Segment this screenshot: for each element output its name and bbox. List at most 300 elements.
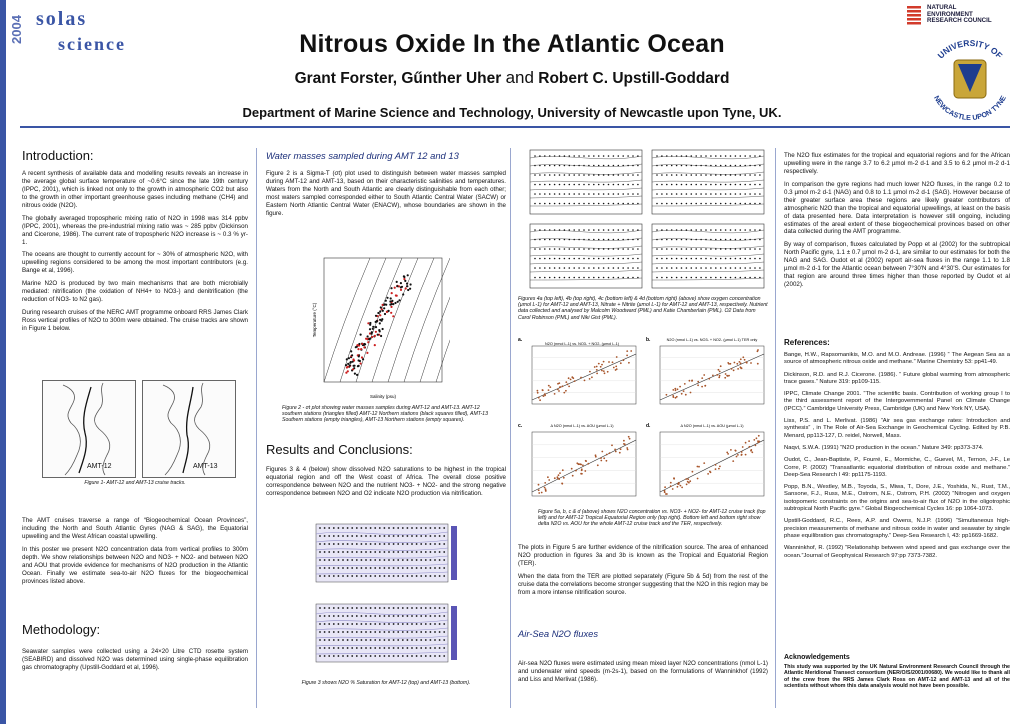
- sample-dot: [613, 174, 615, 176]
- sample-dot: [573, 239, 575, 241]
- sample-dot: [347, 527, 349, 529]
- scatter-point: [751, 451, 753, 453]
- sample-dot: [549, 174, 551, 176]
- sample-dot: [328, 639, 330, 641]
- sample-dot: [578, 203, 580, 205]
- scatter-point: [609, 452, 611, 454]
- sample-dot: [361, 559, 363, 561]
- sample-dot: [370, 631, 372, 633]
- scatter-point: [603, 457, 605, 459]
- sample-dot: [700, 193, 702, 195]
- sample-dot: [735, 277, 737, 279]
- sample-dot: [554, 229, 556, 231]
- sample-dot: [333, 567, 335, 569]
- sample-dot: [720, 184, 722, 186]
- sample-dot: [749, 193, 751, 195]
- airsea-heading: Air-Sea N2O fluxes: [518, 628, 599, 639]
- sample-dot: [379, 535, 381, 537]
- sample-dot: [749, 277, 751, 279]
- sample-dot: [681, 239, 683, 241]
- sigma-point: [407, 289, 409, 291]
- scatter-point: [726, 452, 728, 454]
- sample-dot: [356, 655, 358, 657]
- sample-dot: [622, 277, 624, 279]
- sample-dot: [443, 607, 445, 609]
- sample-dot: [627, 203, 629, 205]
- reference-item: Naqvi, S.W.A. (1991) “N2O production in the ocean.” Nature 349: pp373-374.: [784, 444, 984, 451]
- sigma-point: [369, 324, 371, 326]
- discussion-paragraph: The N2O flux estimates for the tropical and equatorial regions and for the African upwelling were in the range 3.7 to 6.2 µmol m-2 d-1 and 3.5 to 6.2 µmol m-2 d-1 respectively.: [784, 152, 1010, 175]
- saturation-section-amt13: [312, 600, 462, 674]
- sample-dot: [676, 229, 678, 231]
- sigma-point: [410, 283, 412, 285]
- panel-label: c.: [518, 423, 523, 429]
- scatter-point: [571, 376, 573, 378]
- sample-dot: [735, 203, 737, 205]
- sample-dot: [328, 543, 330, 545]
- scatter-point: [616, 356, 618, 358]
- scatter-point: [684, 383, 686, 385]
- sample-dot: [319, 647, 321, 649]
- scatter-point: [685, 394, 687, 396]
- sample-dot: [379, 607, 381, 609]
- sample-dot: [593, 229, 595, 231]
- authors-and: and: [505, 68, 534, 87]
- sample-dot: [430, 535, 432, 537]
- sample-dot: [324, 631, 326, 633]
- sample-dot: [407, 607, 409, 609]
- sample-dot: [564, 258, 566, 260]
- sample-dot: [588, 258, 590, 260]
- sample-dot: [324, 567, 326, 569]
- sample-dot: [559, 248, 561, 250]
- department-line: Department of Marine Science and Technology, University of Newcastle upon Tyne, UK.: [242, 105, 782, 120]
- sample-dot: [618, 229, 620, 231]
- sample-dot: [411, 543, 413, 545]
- sample-dot: [407, 551, 409, 553]
- sample-dot: [613, 267, 615, 269]
- scatter-point: [677, 388, 679, 390]
- scatter-point: [745, 454, 747, 456]
- sample-dot: [539, 174, 541, 176]
- sample-dot: [416, 567, 418, 569]
- sample-dot: [681, 267, 683, 269]
- scatter-point: [541, 492, 543, 494]
- sample-dot: [632, 248, 634, 250]
- sample-dot: [434, 655, 436, 657]
- sample-dot: [434, 559, 436, 561]
- sample-dot: [710, 277, 712, 279]
- sigma-point: [375, 321, 377, 323]
- sample-dot: [374, 559, 376, 561]
- sample-dot: [564, 248, 566, 250]
- sample-dot: [627, 267, 629, 269]
- scatter-point: [558, 390, 560, 392]
- scatter-point: [707, 473, 709, 475]
- sample-dot: [333, 527, 335, 529]
- sigma-point: [370, 333, 372, 335]
- scatter-point: [678, 483, 680, 485]
- sample-dot: [347, 639, 349, 641]
- sample-dot: [622, 203, 624, 205]
- sample-dot: [749, 165, 751, 167]
- university-crest-icon: [920, 34, 1020, 126]
- sample-dot: [598, 248, 600, 250]
- sample-dot: [603, 239, 605, 241]
- sigma-point: [354, 373, 356, 375]
- sample-dot: [573, 193, 575, 195]
- scatter-5b: [644, 334, 770, 420]
- sample-dot: [588, 267, 590, 269]
- scatter-point: [716, 374, 718, 376]
- scatter-5a: [516, 334, 642, 420]
- sample-dot: [434, 551, 436, 553]
- sigma-point: [379, 310, 381, 312]
- sample-dot: [740, 277, 742, 279]
- sample-dot: [559, 165, 561, 167]
- sample-dot: [443, 655, 445, 657]
- sample-dot: [356, 535, 358, 537]
- sample-dot: [583, 239, 585, 241]
- scatter-point: [601, 451, 603, 453]
- sample-dot: [411, 647, 413, 649]
- sample-dot: [420, 559, 422, 561]
- sample-dot: [695, 184, 697, 186]
- sample-dot: [416, 559, 418, 561]
- sigma-point: [381, 318, 383, 320]
- sample-dot: [333, 575, 335, 577]
- sample-dot: [759, 248, 761, 250]
- sample-dot: [384, 559, 386, 561]
- sample-dot: [573, 229, 575, 231]
- nerc-emblem-icon: [905, 4, 923, 28]
- scatter-point: [543, 395, 545, 397]
- sample-dot: [365, 575, 367, 577]
- sample-dot: [730, 229, 732, 231]
- sample-dot: [618, 174, 620, 176]
- sample-dot: [720, 267, 722, 269]
- intro-paragraph: The oceans are thought to currently account for ~ 30% of atmospheric N2O, with upwelling regions considered to be among the most important contributors (e.g. Bange et al, 1996).: [22, 251, 248, 275]
- sample-dot: [622, 239, 624, 241]
- sample-dot: [725, 258, 727, 260]
- sample-dot: [544, 229, 546, 231]
- scatter-point: [741, 454, 743, 456]
- sample-dot: [388, 535, 390, 537]
- sample-dot: [324, 647, 326, 649]
- scatter-point: [745, 442, 747, 444]
- sigma-point: [377, 312, 379, 314]
- scatter-point: [715, 468, 717, 470]
- scatter-point: [594, 366, 596, 368]
- sample-dot: [324, 575, 326, 577]
- sample-dot: [388, 615, 390, 617]
- scatter-point: [725, 373, 727, 375]
- sample-dot: [534, 277, 536, 279]
- sample-dot: [384, 575, 386, 577]
- sample-dot: [666, 239, 668, 241]
- sample-dot: [397, 623, 399, 625]
- sample-dot: [328, 623, 330, 625]
- sample-dot: [715, 258, 717, 260]
- sample-dot: [351, 647, 353, 649]
- scatter-point: [628, 362, 630, 364]
- sample-dot: [695, 277, 697, 279]
- sample-dot: [416, 655, 418, 657]
- sample-dot: [420, 535, 422, 537]
- sample-dot: [365, 567, 367, 569]
- scatter-point: [554, 477, 556, 479]
- reference-item: Oudot, C., Jean-Baptiste, P., Fourré, E., Mormiche, C., Guevel, M., Ternon, J-F., Le Corre, P. (2002) “Transatlantic equatorial distribution of nitrous oxide and methane.” Deep-Sea Research I 49: pp1175-1193.: [784, 457, 1010, 478]
- scatter-point: [627, 449, 629, 451]
- sample-dot: [549, 277, 551, 279]
- sample-dot: [691, 267, 693, 269]
- sample-dot: [695, 155, 697, 157]
- science-word: science: [58, 34, 126, 54]
- sample-dot: [715, 184, 717, 186]
- sample-dot: [351, 615, 353, 617]
- scatter-point: [600, 457, 602, 459]
- sample-dot: [608, 229, 610, 231]
- sigma-point: [403, 278, 405, 280]
- year-label: 2004: [8, 15, 24, 44]
- sample-dot: [534, 203, 536, 205]
- sample-dot: [705, 258, 707, 260]
- sample-dot: [583, 184, 585, 186]
- sample-dot: [681, 258, 683, 260]
- plot-frame: [316, 524, 448, 582]
- sample-dot: [686, 258, 688, 260]
- sample-dot: [573, 258, 575, 260]
- sample-dot: [402, 655, 404, 657]
- sample-dot: [420, 575, 422, 577]
- scatter-point: [554, 393, 556, 395]
- sample-dot: [388, 639, 390, 641]
- sample-dot: [715, 239, 717, 241]
- scatter-point: [600, 366, 602, 368]
- sample-dot: [361, 543, 363, 545]
- sample-dot: [411, 623, 413, 625]
- sample-dot: [691, 184, 693, 186]
- sample-dot: [593, 174, 595, 176]
- sample-dot: [656, 165, 658, 167]
- sample-dot: [608, 184, 610, 186]
- sample-dot: [676, 155, 678, 157]
- sample-dot: [338, 567, 340, 569]
- scatter-point: [697, 384, 699, 386]
- sample-dot: [593, 277, 595, 279]
- sample-dot: [356, 575, 358, 577]
- sample-dot: [618, 165, 620, 167]
- sample-dot: [328, 535, 330, 537]
- sample-dot: [420, 647, 422, 649]
- sample-dot: [425, 575, 427, 577]
- scatter-frame: [660, 346, 764, 404]
- scatter-point: [567, 384, 569, 386]
- sigma-point: [400, 289, 402, 291]
- sample-dot: [333, 615, 335, 617]
- sample-dot: [430, 647, 432, 649]
- sample-dot: [370, 623, 372, 625]
- sample-dot: [740, 165, 742, 167]
- sample-dot: [554, 174, 556, 176]
- sample-dot: [676, 258, 678, 260]
- sample-dot: [351, 607, 353, 609]
- panel-label: b.: [646, 337, 651, 343]
- sample-dot: [618, 258, 620, 260]
- intro-paragraph: The globally averaged tropospheric mixing ratio of N2O in 1998 was 314 ppbv (IPPC, 2001), whereas the pre-industrial mixing ratio was ~ 285 ppbv (Dickinson and Cicerone, 1986). The current rate of tropospheric N2O increase is ~ 0.3 % yr-1.: [22, 214, 248, 246]
- sigma-point: [372, 326, 374, 328]
- scatter-point: [672, 389, 674, 391]
- sample-dot: [730, 174, 732, 176]
- scatter-point: [732, 460, 734, 462]
- sigma-point: [360, 334, 362, 336]
- scatter-point: [613, 367, 615, 369]
- sample-dot: [637, 229, 639, 231]
- sigma-point: [358, 365, 360, 367]
- sample-dot: [735, 248, 737, 250]
- sample-dot: [608, 193, 610, 195]
- sample-dot: [583, 267, 585, 269]
- sample-dot: [328, 575, 330, 577]
- sample-dot: [656, 193, 658, 195]
- sample-dot: [397, 607, 399, 609]
- scatter-point: [596, 366, 598, 368]
- sample-dot: [705, 229, 707, 231]
- sample-dot: [347, 543, 349, 545]
- sample-dot: [374, 551, 376, 553]
- introduction-heading: Introduction:: [22, 148, 94, 163]
- sample-dot: [402, 575, 404, 577]
- sample-dot: [544, 239, 546, 241]
- sigma-point: [361, 356, 363, 358]
- sample-dot: [393, 647, 395, 649]
- sigma-t-chart: [310, 254, 450, 402]
- sample-dot: [754, 239, 756, 241]
- scatter-point: [596, 369, 598, 371]
- sample-dot: [671, 184, 673, 186]
- sample-dot: [443, 575, 445, 577]
- sample-dot: [338, 575, 340, 577]
- sample-dot: [740, 248, 742, 250]
- sample-dot: [754, 277, 756, 279]
- sample-dot: [622, 248, 624, 250]
- sigma-point: [402, 293, 404, 295]
- scatter-point: [710, 471, 712, 473]
- sample-dot: [379, 647, 381, 649]
- sigma-point: [407, 274, 409, 276]
- sigma-point: [347, 366, 349, 368]
- panel-title: Δ N2O (nmol L-1) vs. AOU (µmol L-1): [680, 424, 744, 428]
- sigma-point: [346, 358, 348, 360]
- sample-dot: [666, 248, 668, 250]
- sample-dot: [573, 174, 575, 176]
- scatter-point: [698, 466, 700, 468]
- sample-dot: [384, 527, 386, 529]
- sample-dot: [333, 543, 335, 545]
- sample-dot: [759, 277, 761, 279]
- sample-dot: [544, 193, 546, 195]
- sample-dot: [754, 229, 756, 231]
- sample-dot: [549, 258, 551, 260]
- scatter-point: [750, 362, 752, 364]
- sample-dot: [608, 165, 610, 167]
- sample-dot: [715, 174, 717, 176]
- sample-dot: [759, 155, 761, 157]
- header-rule: [20, 126, 1010, 128]
- sample-dot: [622, 267, 624, 269]
- sample-dot: [365, 655, 367, 657]
- sample-dot: [365, 647, 367, 649]
- sample-dot: [425, 631, 427, 633]
- sigma-point: [369, 337, 371, 339]
- sample-dot: [374, 623, 376, 625]
- sample-dot: [603, 267, 605, 269]
- sample-dot: [695, 248, 697, 250]
- sample-dot: [564, 203, 566, 205]
- sample-dot: [705, 184, 707, 186]
- sigma-point: [358, 343, 360, 345]
- sample-dot: [443, 543, 445, 545]
- sample-dot: [593, 193, 595, 195]
- sample-dot: [365, 615, 367, 617]
- scatter-point: [565, 390, 567, 392]
- sample-dot: [618, 193, 620, 195]
- sigma-point: [406, 285, 408, 287]
- scatter-point: [740, 362, 742, 364]
- sample-dot: [361, 655, 363, 657]
- sample-dot: [439, 543, 441, 545]
- sample-dot: [632, 165, 634, 167]
- colorbar: [451, 526, 457, 580]
- sample-dot: [411, 639, 413, 641]
- scatter-point: [697, 466, 699, 468]
- column-divider-3: [775, 148, 776, 708]
- scatter-point: [734, 450, 736, 452]
- sample-dot: [388, 575, 390, 577]
- sigma-point: [389, 300, 391, 302]
- sample-dot: [622, 174, 624, 176]
- sigma-point: [352, 358, 354, 360]
- sigma-point: [361, 343, 363, 345]
- sample-dot: [715, 193, 717, 195]
- sample-dot: [333, 623, 335, 625]
- scatter-point: [748, 440, 750, 442]
- scatter-point: [701, 377, 703, 379]
- sample-dot: [554, 248, 556, 250]
- scatter-point: [724, 377, 726, 379]
- scatter-point: [686, 484, 688, 486]
- sigma-point: [382, 328, 384, 330]
- sample-dot: [749, 184, 751, 186]
- sample-dot: [725, 277, 727, 279]
- sample-dot: [347, 655, 349, 657]
- sample-dot: [627, 165, 629, 167]
- sample-dot: [632, 277, 634, 279]
- scatter-point: [756, 437, 758, 439]
- sample-dot: [347, 567, 349, 569]
- sample-dot: [407, 639, 409, 641]
- sigma-point: [392, 315, 394, 317]
- sample-dot: [342, 607, 344, 609]
- scatter-point: [708, 378, 710, 380]
- sample-dot: [416, 623, 418, 625]
- sample-dot: [578, 193, 580, 195]
- scatter-point: [561, 483, 563, 485]
- sample-dot: [374, 631, 376, 633]
- sample-dot: [569, 258, 571, 260]
- sample-dot: [725, 184, 727, 186]
- sample-dot: [384, 639, 386, 641]
